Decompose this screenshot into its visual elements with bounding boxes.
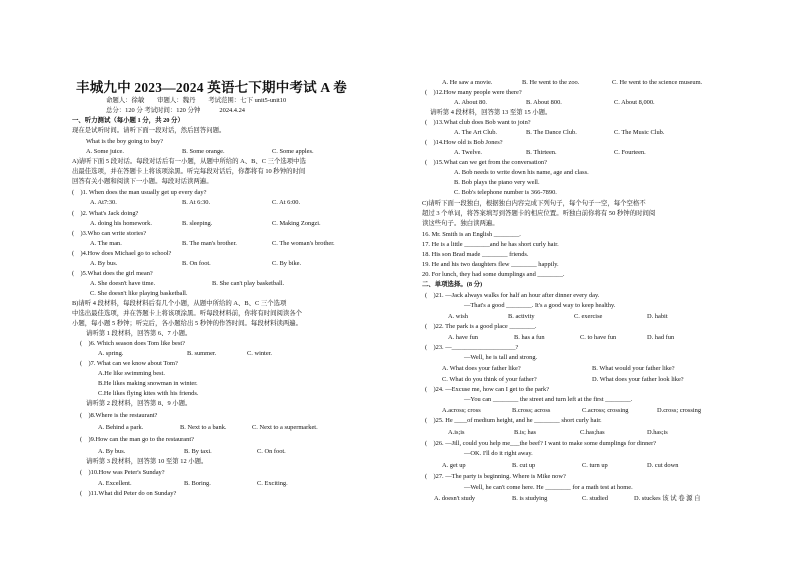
question-27-response: —Well, he can't come here. He ________ for a math test at home. — [464, 484, 633, 491]
question-16: 16. Mr. Smith is an English ________. — [422, 231, 521, 238]
question-8: ( )8.Where is the restaurant? — [80, 412, 158, 419]
question-23-response: —Well, he is tall and strong. — [464, 354, 538, 361]
q21-option-b: B. activity — [508, 313, 535, 320]
q10-option-a: A. Excellent. — [98, 480, 132, 487]
q14-option-c: C. Fourteen. — [614, 149, 646, 156]
q27-option-b: B. is studying — [512, 495, 548, 502]
question-1: ( )1. When does the man usually get up every day? — [72, 189, 207, 196]
listen-material-4: 请听第 4 段材料，回答第 13 至第 15 小题。 — [430, 109, 552, 116]
exam-title: 丰城九中 2023—2024 英语七下期中考试 A 卷 — [76, 80, 347, 95]
q8-option-c: C. Next to a supermarket. — [252, 424, 318, 431]
question-25: ( )25. He ____of medium height, and he ________ short curly hair. — [425, 417, 602, 424]
q8-option-b: B. Next to a bank. — [180, 424, 227, 431]
q6-option-a: A. spring. — [98, 350, 124, 357]
example-option-b: B. Some orange. — [182, 148, 225, 155]
listen-material-2: 请听第 2 段材料，回答第 8、9 小题。 — [86, 400, 192, 407]
q1-option-b: B. At 6:30. — [182, 199, 211, 206]
q21-option-a: A. wish — [448, 313, 468, 320]
question-26-response: —OK. I'll do it right away. — [464, 450, 533, 457]
q15-option-c: C. Bob's telephone number is 366-7890. — [454, 189, 557, 196]
q13-option-a: A. The Art Club. — [454, 129, 498, 136]
question-4: ( )4.How does Michael go to school? — [72, 250, 172, 257]
question-3: ( )3.Who can write stories? — [72, 230, 147, 237]
listen-material-3: 请听第 3 段材料，回答第 10 至第 12 小题。 — [86, 458, 208, 465]
question-24-response: —You can ________ the street and turn left at the first ________. — [464, 396, 633, 403]
q2-option-c: C. Making Zongzi. — [272, 220, 321, 227]
section-1-intro: 现在是试听时间。请听下面一段对话，然后回答问题。 — [72, 127, 226, 134]
example-question: What is the boy going to buy? — [86, 138, 164, 145]
part-a-instructions-3: 回答有关小题和阅读下一小题。每段对话读两遍。 — [72, 178, 213, 185]
q26-option-b: B. cut up — [512, 462, 536, 469]
section-2-title: 二、单项选择。(8 分) — [422, 281, 483, 288]
part-b-instructions-3: 小题，每小题 5 秒钟；听完后，各小题给出 5 秒钟的作答时间。每段材料读两遍。 — [72, 320, 303, 327]
q12-option-b: B. About 800. — [526, 99, 562, 106]
q13-option-c: C. The Music Club. — [614, 129, 665, 136]
q25-option-c: C.has;has — [580, 429, 605, 436]
q10-option-b: B. Boring. — [184, 480, 211, 487]
question-6: ( )6. Which season does Tom like best? — [80, 340, 185, 347]
q12-option-a: A. About 80. — [454, 99, 488, 106]
q25-option-b: B.is; has — [514, 429, 537, 436]
q1-option-a: A. At7:30. — [90, 199, 117, 206]
q9-option-a: A. By bus. — [98, 448, 126, 455]
exam-meta-line-2: 总分：120 分 考试时间：120 分钟 2024.4.24 — [106, 107, 245, 114]
question-20: 20. For lunch, they had some dumplings and ________. — [422, 271, 565, 278]
q7-option-b: B.He likes making snowman in winter. — [98, 380, 198, 387]
q24-option-c: C.across; crossing — [582, 407, 629, 414]
question-7: ( )7. What can we know about Tom? — [80, 360, 178, 367]
q7-option-a: A.He like swimming best. — [98, 370, 165, 377]
q1-option-c: C. At 6:00. — [272, 199, 301, 206]
question-5: ( )5.What does the girl mean? — [72, 270, 153, 277]
q3-option-a: A. The man. — [90, 240, 122, 247]
question-21-response: —That's a good ________. It's a good way to keep healthy. — [464, 302, 616, 309]
q12-option-c: C. About 8,000. — [614, 99, 655, 106]
q22-option-a: A. have fun — [448, 334, 478, 341]
question-2: ( )2. What's Jack doing? — [72, 210, 139, 217]
q23-option-b: B. What would your father like? — [592, 365, 675, 372]
section-1-title: 一、听力测试（每小题 1 分，共 20 分） — [72, 117, 184, 124]
question-26: ( )26. —Jill, could you help me___the beef? I want to make some dumplings for dinner? — [425, 440, 657, 447]
part-a-instructions-2: 出最佳选项，并在答题卡上将该项涂黑。听完每段对话后，你都将有 10 秒钟的时间 — [72, 168, 306, 175]
q10-option-c: C. Exciting. — [257, 480, 288, 487]
q27-option-d: D. stuckes 该 试 卷 源 自 — [634, 495, 701, 502]
left-column — [72, 0, 407, 562]
q11-option-a: A. He saw a movie. — [442, 79, 493, 86]
question-13: ( )13.What club does Bob want to join? — [425, 119, 531, 126]
question-17: 17. He is a little ________and he has short curly hair. — [422, 241, 559, 248]
part-a-instructions-1: A)请听下面 5 段对话。每段对话后有一小题，从题中所给的 A、B、C 三个选项中选 — [72, 158, 306, 165]
q22-option-b: B. has a fun — [514, 334, 545, 341]
q22-option-d: D. had fun — [647, 334, 675, 341]
q14-option-a: A. Twelve. — [454, 149, 483, 156]
q3-option-c: C. The woman's brother. — [272, 240, 335, 247]
question-19: 19. He and his two daughters flew ________ happily. — [422, 261, 559, 268]
q24-option-a: A.across; cross — [442, 407, 481, 414]
question-14: ( )14.How old is Bob Jones? — [425, 139, 503, 146]
q4-option-c: C. By bike. — [272, 260, 302, 267]
question-24: ( )24. —Excuse me, how can I get to the park? — [425, 386, 550, 393]
part-c-instructions-2: 超过 3 个单词，将答案填写到答题卡的相应位置。听独白前你将有 50 秒钟的时间阅 — [422, 210, 656, 217]
q5-option-b: B. She can't play basketball. — [212, 280, 285, 287]
right-column — [422, 0, 722, 562]
q2-option-b: B. sleeping. — [182, 220, 213, 227]
q25-option-a: A.is;is — [448, 429, 465, 436]
q23-option-c: C. What do you think of your father? — [442, 376, 537, 383]
q24-option-d: D.cross; crossing — [657, 407, 702, 414]
q6-option-c: C. winter. — [247, 350, 273, 357]
q15-option-b: B. Bob plays the piano very well. — [454, 179, 540, 186]
part-c-instructions-3: 读这些句子。独白读两遍。 — [422, 220, 499, 227]
q8-option-a: A. Behind a park. — [98, 424, 144, 431]
example-option-a: A. Some juice. — [86, 148, 124, 155]
q24-option-b: B.cross; across — [512, 407, 551, 414]
question-22: ( )22. The park is a good place ________. — [425, 323, 537, 330]
q26-option-d: D. cut down — [647, 462, 679, 469]
q2-option-a: A. doing his homework. — [90, 220, 152, 227]
q5-option-a: A. She doesn't have time. — [90, 280, 156, 287]
q15-option-a: A. Bob needs to write down his name, age and class. — [454, 169, 589, 176]
q9-option-b: B. By taxi. — [184, 448, 212, 455]
question-15: ( )15.What can we get from the conversation? — [425, 159, 547, 166]
question-23: ( )23. —____________________? — [425, 344, 519, 351]
q23-option-d: D. What does your father look like? — [592, 376, 684, 383]
q9-option-c: C. On foot. — [257, 448, 286, 455]
q27-option-c: C. studied — [582, 495, 608, 502]
question-11: ( )11.What did Peter do on Sunday? — [80, 490, 177, 497]
question-10: ( )10.How was Peter's Sunday? — [80, 469, 165, 476]
listen-material-1: 请听第 1 段材料，回答第 6、7 小题。 — [86, 330, 192, 337]
q21-option-d: D. habit — [647, 313, 668, 320]
question-18: 18. His son Brad made ________ friends. — [422, 251, 529, 258]
q4-option-a: A. By bus. — [90, 260, 118, 267]
q22-option-c: C. to have fun — [580, 334, 617, 341]
part-c-instructions-1: C)请听下面一段独白，根据独白内容完成下列句子，每个句子一空，每个空格不 — [422, 200, 646, 207]
q27-option-a: A. doesn't study — [434, 495, 476, 502]
q6-option-b: B. summer. — [187, 350, 217, 357]
question-9: ( )9.How can the man go to the restaurant? — [80, 436, 194, 443]
question-21: ( )21. —Jack always walks for half an hour after dinner every day. — [425, 292, 600, 299]
part-b-instructions-2: 中选出最佳选项，并在答题卡上将该项涂黑。听每段材料前，你将有时间阅读各个 — [72, 310, 303, 317]
q4-option-b: B. On foot. — [182, 260, 211, 267]
q21-option-c: C. exercise — [574, 313, 603, 320]
q3-option-b: B. The man's brother. — [182, 240, 237, 247]
q13-option-b: B. The Dance Club. — [526, 129, 577, 136]
q23-option-a: A. What does your father like? — [442, 365, 521, 372]
q11-option-b: B. He went to the zoo. — [522, 79, 580, 86]
question-27: ( )27. —The party is beginning. Where is Mike now? — [425, 473, 566, 480]
exam-meta-line-1: 命题人：徐敏 审题人：魏丹 考试范围：七下 unit5-unit10 — [106, 97, 287, 104]
q25-option-d: D.has;is — [647, 429, 668, 436]
question-12: ( )12.How many people were there? — [425, 89, 522, 96]
q11-option-c: C. He went to the science museum. — [612, 79, 703, 86]
q5-option-c: C. She doesn't like playing basketball. — [90, 290, 188, 297]
q26-option-c: C. turn up — [582, 462, 608, 469]
q14-option-b: B. Thirteen. — [526, 149, 557, 156]
q7-option-c: C.He likes flying kites with his friends. — [98, 390, 199, 397]
q26-option-a: A. get up — [442, 462, 466, 469]
part-b-instructions-1: B)请听 4 段材料，每段材料后有几个小题，从题中所给的 A、B、C 三个选项 — [72, 300, 287, 307]
example-option-c: C. Some apples. — [272, 148, 314, 155]
